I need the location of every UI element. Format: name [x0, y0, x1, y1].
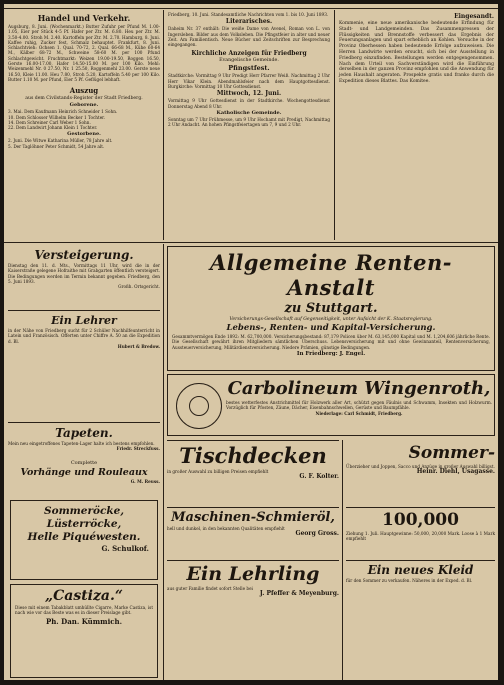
literarisches-title: Literarisches.: [225, 18, 273, 26]
col2-top: Friedberg, 10. Juni. Standesamtliche Nachrichten vom 1. bis 10. Juni 1893.: [168, 12, 329, 17]
ev-gemeinde: Evangelische Gemeinde.: [219, 58, 279, 64]
birth-3: 22. Dem Landwirt Johann Klein 1 Tochter.: [8, 125, 98, 131]
versteigerung-title: Versteigerung.: [34, 248, 134, 262]
births-label: Geborene.: [69, 102, 99, 109]
renten-sign-line: [168, 351, 494, 357]
renten-sub2: Lebens-, Renten- und Kapital-Versicherung.: [226, 323, 436, 333]
eingesandt-title: Eingesandt.: [454, 13, 494, 20]
rule-d: [167, 507, 339, 508]
death-0: 2. Juni. Die Witwe Katharina Müller, 78 Jahre alt.: [8, 138, 113, 144]
castiza-ad: [10, 584, 158, 678]
sommer2-sign: Heinr. Diehl, Usagasse.: [416, 468, 495, 476]
mid-rule: [4, 242, 498, 243]
kleid-body: für den Sommer zu verkaufen. Näheres in der Exped. d. Bl.: [346, 578, 473, 583]
lehrer-body: in der Nähe von Friedberg sucht für 2 Schüler Nachhilfeunterricht in Latein und Französisch. Offerten unter Chiffre A. 50 an die Expedition d. Bl.: [8, 328, 160, 344]
renten-title: Allgemeine Renten-Anstalt: [210, 250, 452, 300]
rule-f: [346, 507, 495, 508]
tapeten-body: Mein neu eingetroffenes Tapeten-Lager halte ich bestens empfohlen.: [8, 441, 155, 446]
kath-gemeinde: Katholische Gemeinde.: [216, 109, 282, 116]
lottery-body: Ziehung 1. Juli. Hauptgewinne: 50,000, 20,000 Mark. Loose à 1 Mark empfiehlt: [346, 531, 495, 542]
sommer2-body: Überzieher und Joppen, Sacco und Anzüge in großer Auswahl billigst.: [346, 464, 495, 469]
renten-sign-prefix: In Friedberg:: [296, 350, 338, 357]
deaths-label: Gestorbene.: [67, 131, 101, 138]
rule-c: [167, 440, 339, 441]
vorhaenge-title: Vorhänge und Rouleaux: [20, 467, 148, 478]
column-2: [168, 12, 330, 128]
birth-0: 3. Mai. Dem Kaufmann Heinrich Schneider 1 Sohn.: [8, 109, 118, 115]
lehrling-title: Ein Lehrling: [186, 563, 320, 585]
tapeten-sign: Friedr. Streckfuss.: [116, 446, 160, 452]
lottery-amount: 100,000: [382, 510, 459, 530]
handel-body: Augsburg, 8. Juni. (Wochenmarkt.) Butter Zufuhr per Pfund M. 1.00-1.05, Eier per Stück 4-5 Pf. Hafer per Ztr. M. 6.80. Heu per Ztr. M. 3.50-4.00. Stroh M. 2.40. Kartoffeln per Ztr. M. 2.70. Hamburg, 8. Juni. Kaffee ruhig, Zucker fest, Schmalz behauptet. Frankfurt, 8. Juni. Schlachtvieh: Ochsen 1. Qual. 70-72, 2. Qual. 66-68 M., Kühe 60-64 M., Kälber 68-72 M., Schweine 58-60 M. per 100 Pfund Schlachtgewicht. Fruchtmarkt: Weizen 19.00-19.50, Roggen 16.50, Gerste 16.00-17.00, Hafer 14.50-15.00 M. per 100 Kilo. Mehl: Weizenmehl Nr. 0 27.50, Nr. 1 25.50, Roggenmehl 23.00. Gerste neue 16.50, Kleie 11.00. Heu 7.80, Stroh 5.20, Kartoffeln 5.40 per 100 Kilo. Butter 1.10 M. per Pfund, Eier 5 Pf. Geflügel lebhaft.: [8, 24, 160, 82]
vorhaenge-sub: Complette: [70, 460, 98, 466]
lehrer-sign: Hubert & Bredow.: [117, 343, 160, 349]
birth-1: 10. Dem Schlosser Wilhelm Becker 1 Tochter.: [8, 114, 106, 120]
column-3: [339, 12, 494, 85]
carbolineum-ad: [167, 374, 495, 436]
sommer-line-1: Lüsterröcke,: [46, 518, 122, 530]
maschinen-sign: Georg Gross.: [295, 530, 339, 538]
rule-b: [8, 422, 160, 423]
vorhaenge-ad: [8, 459, 160, 484]
pfingstfest-body: Stadtkirche: Vormittag 9 Uhr Predigt Herr Pfarrer Weiß. Nachmittag 2 Uhr Herr Vikar Klein. Abendmahlsfeier nach dem Hauptgottesdienst. Burgkirche: Vormittag 10 Uhr Gottesdienst.: [168, 73, 330, 90]
castiza-title: „Castiza.“: [45, 588, 123, 604]
castiza-body: Diese mit einem Tabakblatt umhüllte Cigarre, Marke Castiza, ist nach wie vor das Beste was es in dieser Preislage gibt.: [15, 605, 153, 616]
carbolineum-emblem: [176, 383, 222, 429]
sommer-line-0: Sommeröcke,: [43, 505, 125, 517]
versteigerung-ad: [8, 247, 160, 289]
lottery-ad: [346, 509, 495, 542]
column-1: [8, 12, 160, 149]
sommer-ad: [10, 500, 158, 580]
rule-e: [167, 560, 339, 561]
kath-body: Sonntag um 7 Uhr Frühmesse, um 9 Uhr Hochamt mit Predigt, Nachmittag 2 Uhr Andacht. An hohen Pfingstfeiertagen um 7, 9 und 2 Uhr.: [168, 116, 330, 128]
sommer-sign: G. Schulkof.: [101, 544, 149, 553]
literarisches-body: Daheim Nr. 37 enthält: Die weiße Dame von Avenel, Roman von L. von Ingersleben. Bilder aus dem Volksleben. Die Pfingstfeier in alter und neuer Zeit. Am Familientisch. Neue Bücher und Zeitschriften zur Besprechung eingegangen.: [168, 26, 330, 48]
carbolineum-text: [226, 377, 492, 416]
col-divider-4: [342, 440, 343, 680]
carbolineum-title: Carbolineum Wingenroth,: [227, 378, 491, 399]
maschinen-body: hell und dunkel, in den bekannten Qualitäten empfiehlt: [167, 526, 285, 531]
pfingstfest: Pfingstfest.: [228, 64, 270, 73]
renten-sub1: Versicherungs-Gesellschaft auf Gegenseitigkeit, unter Aufsicht der K. Staatsregierung.: [229, 317, 433, 322]
col-divider-2: [334, 10, 335, 240]
top-rule: [4, 8, 498, 9]
birth-2: 14. Dem Schreiner Carl Weber 1 Sohn.: [8, 119, 91, 125]
rule-a: [8, 310, 160, 311]
mittwoch-body: Vormittag 9 Uhr Gottesdienst in der Stadtkirche. Wochengottesdienst Donnerstag Abend 8 Uhr.: [168, 98, 330, 109]
tapeten-ad: [8, 425, 160, 452]
vorhaenge-sign: G. M. Reuss.: [130, 479, 160, 484]
tischdecken-body: in großer Auswahl zu billigen Preisen empfiehlt: [167, 469, 269, 474]
sommer-line-2: Helle Piquéwesten.: [27, 531, 141, 543]
sommer2-ad: [346, 442, 495, 475]
renten-body: Gesammtvermögen Ende 1892: M. 62,700,000. Versicherungsbestand: 87,179 Policen über M. 63,145,000 Kapital und M. 1,204,606 jährliche Rente. Die Gesellschaft gewährt ihren Mitgliedern sämtlichen Überschuss. Lebensversicherung mit und ohne Gewinnanteil, Rentenversicherung, Aussteuerversicherung, Militärdienstversicherung. Niedere Prämien, günstige Bedingungen.: [172, 334, 490, 350]
renten-anstalt-ad: [167, 246, 495, 371]
col-divider-1: [163, 10, 164, 240]
tischdecken-title: Tischdecken: [179, 443, 327, 468]
auszug-title: Auszug: [69, 86, 99, 96]
tischdecken-sign: G. F. Kolter.: [299, 473, 339, 481]
versteigerung-sign: Großh. Ortsgericht.: [118, 284, 160, 290]
kleid-title: Ein neues Kleid: [367, 563, 474, 577]
lehrling-ad: [167, 562, 339, 597]
lehrer-ad: [8, 313, 160, 349]
lehrling-body: aus guter Familie findet sofort Stelle bei: [167, 586, 253, 591]
lehrer-title: Ein Lehrer: [51, 314, 117, 327]
kirchliche-title: Kirchliche Anzeigen für Friedberg: [191, 50, 307, 58]
rule-g: [346, 560, 495, 561]
eingesandt-body: Kommenie, eine neue amerikanische bedeutende Erfindung für Stadt- und Landgemeinden. Das Zusammenpressen der Flüssigkeiten und Brennstoffe verbessert das Ergebnis der Feuerungsanlagen und spart erheblich an Kohlen. Versuche in der Provinz Oberhessen haben bedeutende Erfolge aufzuweisen. Die Herren Landwirte werden ersucht, sich bei der Ausstellung in Friedberg einzufinden. Bestellungen werden entgegengenommen. Nach dem Urteil von Sachverständigen wird die Einführung derselben in der ganzen Provinz empfohlen und die Anwendung für jeden Haushalt angeraten. Prospekte gratis und franko durch die Expedition dieses Blattes. Das Komitee.: [339, 21, 494, 84]
renten-title2: zu Stuttgart.: [284, 301, 378, 316]
newspaper-page: [4, 4, 498, 680]
col-divider-3: [163, 244, 164, 680]
sommer2-title: Sommer-: [408, 443, 495, 463]
mittwoch-title: Mittwoch, 12. Juni.: [216, 90, 282, 98]
versteigerung-body: Dienstag den 11. d. Mts., Vormittags 11 Uhr, wird die in der Kaiserstraße gelegene Hofraithe mit Grabgarten öffentlich versteigert. Die Bedingungen werden im Termin bekannt gegeben. Friedberg, den 5. Juni 1893.: [8, 263, 160, 284]
maschinen-ad: [167, 509, 339, 537]
tapeten-title: Tapeten.: [55, 426, 113, 440]
death-1: 5. Der Taglöhner Peter Schmidt, 54 Jahre alt.: [8, 143, 105, 149]
castiza-sign: Ph. Dan. Kümmich.: [45, 616, 123, 626]
emblem-inner-circle: [189, 396, 209, 416]
renten-sign: J. Engel.: [339, 350, 366, 357]
handel-title: Handel und Verkehr.: [37, 13, 131, 23]
tischdecken-ad: [167, 442, 339, 480]
kleid-ad: [346, 562, 495, 583]
carbolineum-sign: Niederlage: Carl Schmidt, Friedberg.: [315, 410, 403, 416]
maschinen-title: Maschinen-Schmieröl,: [171, 510, 335, 525]
auszug-sub: aus dem Civilstands-Register der Stadt Friedberg.: [25, 96, 143, 102]
carbolineum-body: bestes wetterfestes Anstrichmittel für Holzwerk aller Art, schützt gegen Fäulnis und Schwamm, Insekten und Holzwurm. Vorzüglich für Pfosten, Zäune, Dächer, Eisenbahnschwellen, Gerüste und Baumpfähle.: [226, 400, 492, 411]
lehrling-sign: J. Pfeffer & Meyenburg.: [259, 590, 339, 598]
